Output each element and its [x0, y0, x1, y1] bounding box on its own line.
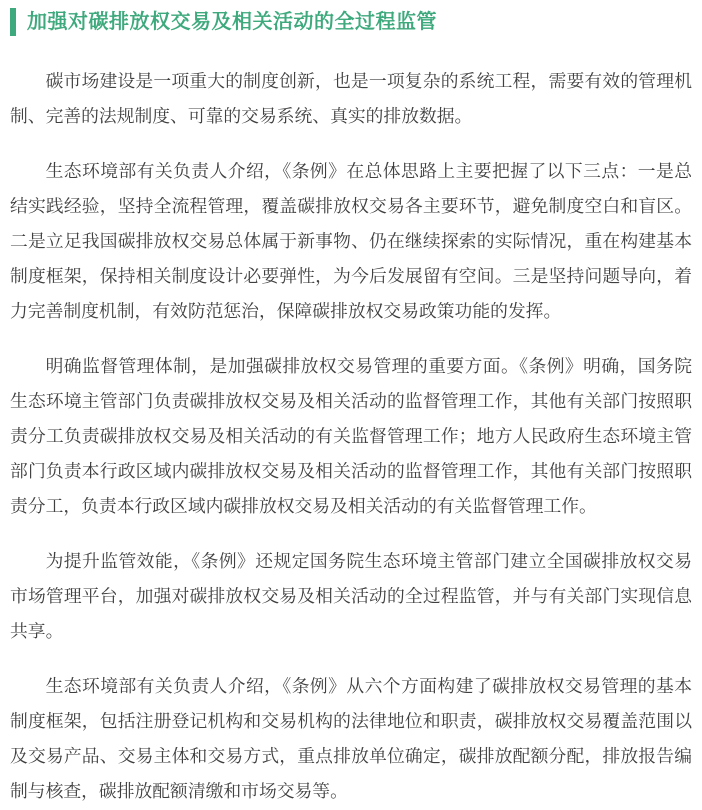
article-body [10, 64, 692, 809]
paragraph-overall-approach-three-points: 生态环境部有关负责人介绍，《条例》在总体思路上主要把握了以下三点：一是总结实践经验，坚持全流程管理，覆盖碳排放权交易各主要环节，避免制度空白和盲区。二是立足我国碳排放权交易总体属于新事物、仍在继续探索的实际情况，重在构建基本制度框架，保持相关制度设计必要弹性，为今后发展留有空间。三是坚持问题导向，着力完善制度机制，有效防范惩治，保障碳排放权交易政策功能的发挥。 [10, 161, 692, 321]
section-heading-text: 加强对碳排放权交易及相关活动的全过程监管 [27, 11, 437, 33]
paragraph-six-aspects-framework: 生态环境部有关负责人介绍，《条例》从六个方面构建了碳排放权交易管理的基本制度框架，包括注册登记机构和交易机构的法律地位和职责，碳排放权交易覆盖范围以及交易产品、交易主体和交易方式，重点排放单位确定，碳排放配额分配，排放报告编制与核查，碳排放配额清缴和市场交易等。 [10, 676, 692, 801]
heading-accent-bar-icon [10, 8, 16, 36]
paragraph-carbon-market-intro: 碳市场建设是一项重大的制度创新，也是一项复杂的系统工程，需要有效的管理机制、完善的法规制度、可靠的交易系统、真实的排放数据。 [10, 71, 692, 126]
section-heading [10, 8, 692, 36]
paragraph-supervision-system: 明确监督管理体制，是加强碳排放权交易管理的重要方面。《条例》明确，国务院生态环境主管部门负责碳排放权交易及相关活动的监督管理工作，其他有关部门按照职责分工负责碳排放权交易及相关活动的有关监督管理工作；地方人民政府生态环境主管部门负责本行政区域内碳排放权交易及相关活动的监督管理工作，其他有关部门按照职责分工，负责本行政区域内碳排放权交易及相关活动的有关监督管理工作。 [10, 356, 692, 516]
paragraph-management-platform: 为提升监管效能，《条例》还规定国务院生态环境主管部门建立全国碳排放权交易市场管理平台，加强对碳排放权交易及相关活动的全过程监管，并与有关部门实现信息共享。 [10, 551, 692, 641]
